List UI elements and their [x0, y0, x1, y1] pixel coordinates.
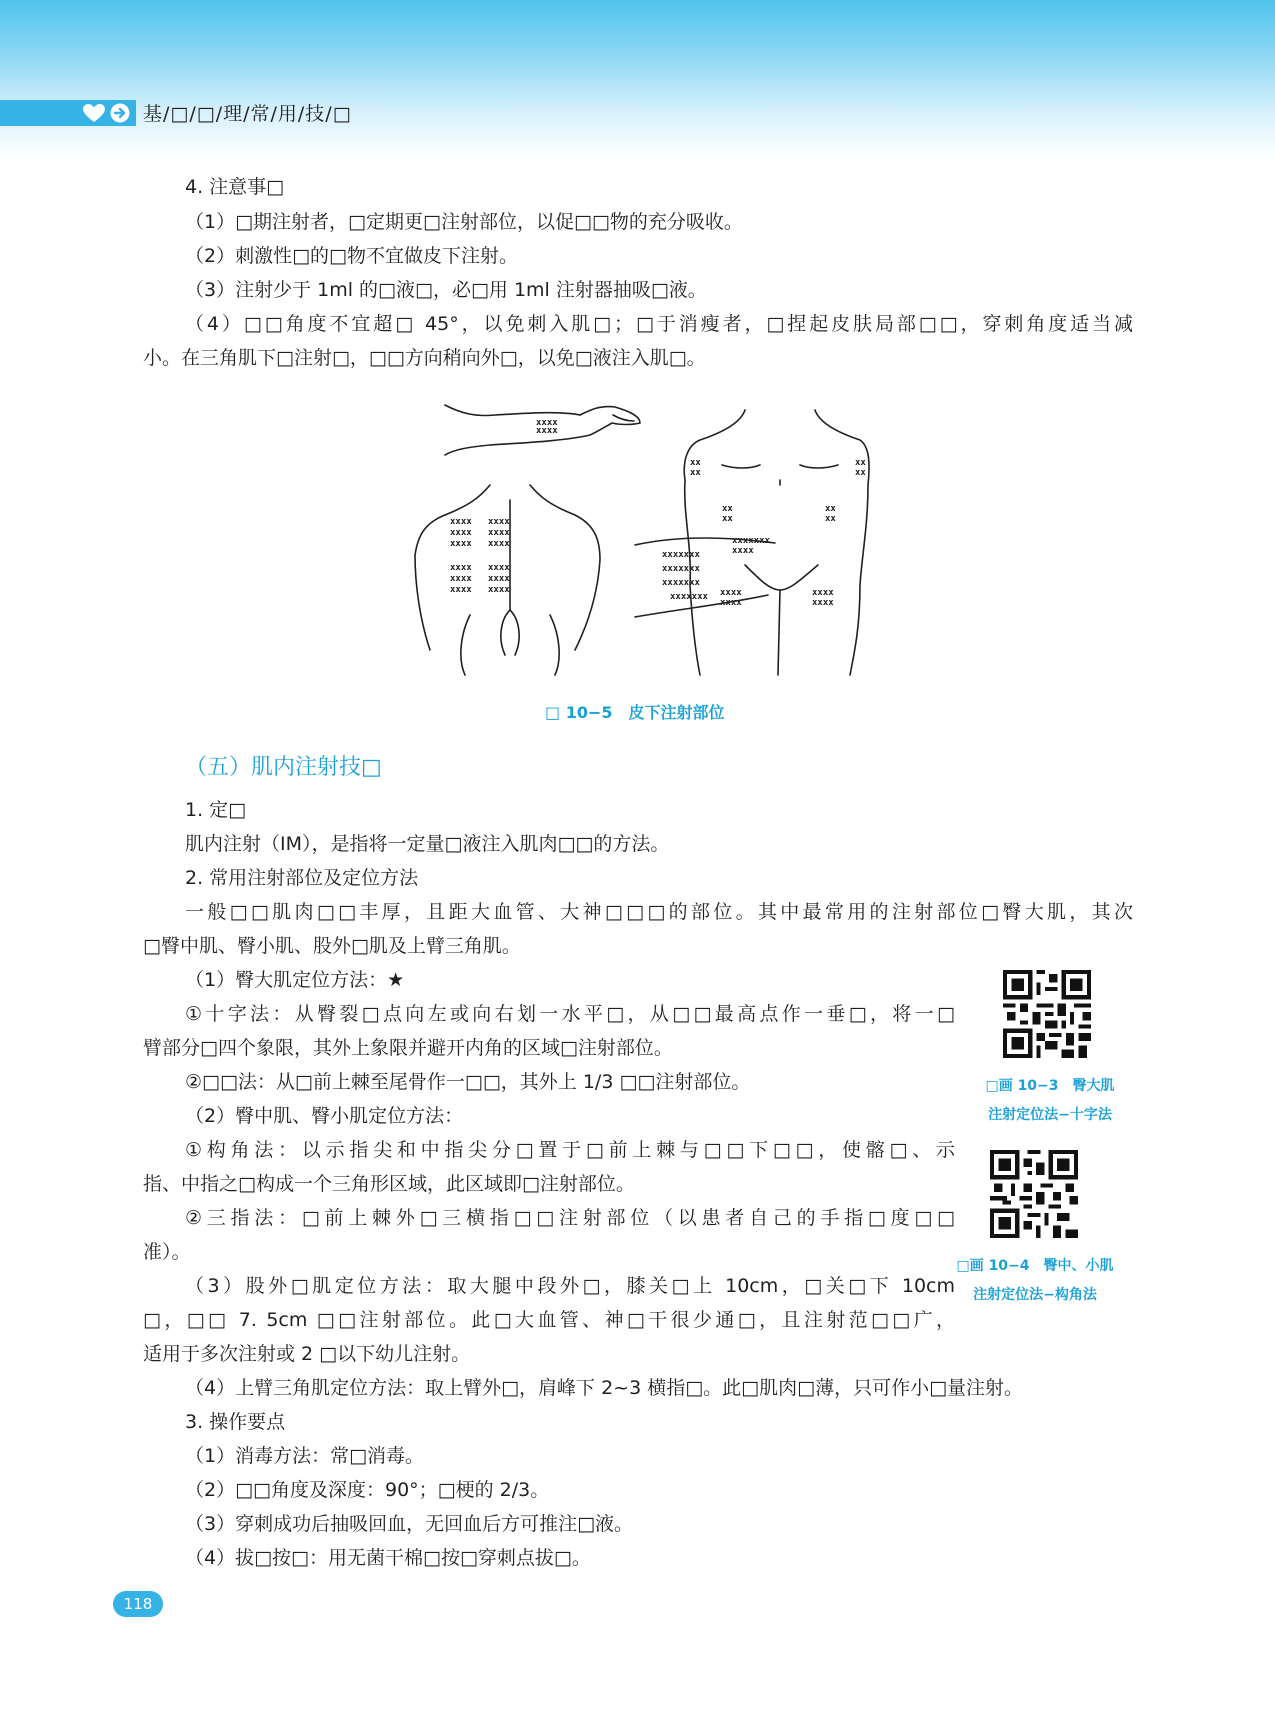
qr-caption-1-line-2: 注射定位法−十字法 — [988, 1107, 1112, 1123]
sites-heading: 2. 常用注射部位及定位方法 — [185, 867, 419, 889]
mark-front-3: xx — [855, 458, 866, 468]
mark-front-1: xx — [690, 458, 701, 468]
cross-method-line-2: 臂部分□四个象限，其外上象限并避开内角的区域□注射部位。 — [143, 1037, 673, 1059]
mark-arm: xxxx — [536, 418, 558, 428]
header-gradient-band — [0, 0, 1275, 160]
arrow-right-icon — [110, 103, 130, 123]
mark-back-7: xxxx — [488, 517, 510, 527]
deltoid-line: （4）上臂三角肌定位方法：取上臂外□，肩峰下 2~3 横指□。此□肌肉□薄，只可作小□量注射。 — [185, 1377, 1024, 1399]
mark-front-12: xxxx — [720, 598, 742, 608]
operation-1: （1）消毒方法：常□消毒。 — [185, 1445, 425, 1467]
mark-thigh-2: xxxxxxx — [662, 564, 700, 574]
note-item-2: （2）刺激性□的□物不宜做皮下注射。 — [185, 245, 518, 267]
mark-front-6: xx — [722, 514, 733, 524]
cross-method-line-1: ①十字法：从臀裂□点向左或向右划一水平□，从□□最高点作一垂□，将一□ — [185, 1003, 955, 1025]
sites-text-line-1: 一般□□肌肉□□丰厚，且距大血管、大神□□□的部位。其中最常用的注射部位□臀大肌，其次 — [185, 901, 1133, 923]
mark-front-11: xxxx — [720, 588, 742, 598]
gluteus-medius-heading: （2）臀中肌、臀小肌定位方法： — [185, 1105, 464, 1127]
definition-text: 肌内注射（IM），是指将一定量□液注入肌肉□□的方法。 — [185, 833, 670, 855]
section-heading-im: （五）肌内注射技□ — [185, 755, 382, 780]
figure-caption: □ 10−5 皮下注射部位 — [545, 703, 725, 722]
mark-front-8: xx — [825, 514, 836, 524]
mark-back-8: xxxx — [488, 528, 510, 538]
mark-back-3: xxxx — [450, 539, 472, 549]
qr-code-icon[interactable] — [1003, 970, 1091, 1058]
mark-back-6: xxxx — [450, 585, 472, 595]
three-finger-line-1: ②三指法：□前上棘外□三横指□□注射部位（以患者自己的手指□度□□ — [185, 1207, 955, 1229]
mark-back-4: xxxx — [450, 563, 472, 573]
mark-front-13: xxxx — [812, 588, 834, 598]
operation-4: （4）拔□按□：用无菌干棉□按□穿刺点拔□。 — [185, 1547, 591, 1569]
three-finger-line-2: 准）。 — [143, 1241, 191, 1263]
operations-heading: 3. 操作要点 — [185, 1411, 286, 1433]
mark-thigh-1: xxxxxxx — [662, 550, 700, 560]
mark-front-2: xx — [690, 468, 701, 478]
mark-front-4: xx — [855, 468, 866, 478]
mark-back-12: xxxx — [488, 585, 510, 595]
mark-front-10: xxxx — [732, 546, 754, 556]
gluteus-maximus-heading: （1）臀大肌定位方法：★ — [185, 969, 405, 991]
vastus-lateralis-line-3: 适用于多次注射或 2 □以下幼儿注射。 — [143, 1343, 471, 1365]
mark-front-9: xxxxxxx — [732, 536, 770, 546]
mark-back-2: xxxx — [450, 528, 472, 538]
note-item-3: （3）注射少于 1ml 的□液□，必□用 1ml 注射器抽吸□液。 — [185, 279, 707, 301]
mark-thigh-3: xxxxxxx — [662, 578, 700, 588]
mark-back-9: xxxx — [488, 539, 510, 549]
sites-text-line-2: □臀中肌、臀小肌、股外□肌及上臂三角肌。 — [143, 935, 521, 957]
page-number: 118 — [113, 1591, 163, 1617]
definition-heading: 1. 定□ — [185, 799, 247, 821]
note-item-1: （1）□期注射者，□定期更□注射部位，以促□□物的充分吸收。 — [185, 211, 743, 233]
operation-3: （3）穿刺成功后抽吸回血，无回血后方可推注□液。 — [185, 1513, 634, 1535]
mark-front-14: xxxx — [812, 598, 834, 608]
note-item-4-line-2: 小。在三角肌下□注射□，□□方向稍向外□，以免□液注入肌□。 — [143, 347, 706, 369]
mark-arm-2: xxxx — [536, 426, 558, 436]
qr-caption-2-line-1: □画 10−4 臀中、小肌 — [956, 1258, 1114, 1274]
qr-caption-1-line-1: □画 10−3 臀大肌 — [985, 1078, 1115, 1094]
angle-method-line-2: 指、中指之□构成一个三角形区域，此区域即□注射部位。 — [143, 1173, 635, 1195]
mark-back-10: xxxx — [488, 563, 510, 573]
vastus-lateralis-line-1: （3）股外□肌定位方法：取大腿中段外□，膝关□上 10cm，□关□下 10cm — [185, 1275, 955, 1297]
mark-front-7: xx — [825, 504, 836, 514]
operation-2: （2）□□角度及深度：90°；□梗的 2/3。 — [185, 1479, 550, 1501]
mark-front-5: xx — [722, 504, 733, 514]
note-item-4-line-1: （4）□□角度不宜超□ 45°，以免刺入肌□；□于消瘦者，□捏起皮肤局部□□，穿刺角度适当减 — [185, 313, 1133, 335]
running-header-title: 基/□/□/理/常/用/技/□ — [143, 103, 352, 125]
mark-back-11: xxxx — [488, 574, 510, 584]
line-method: ②□□法：从□前上棘至尾骨作一□□，其外上 1/3 □□注射部位。 — [185, 1071, 751, 1093]
subcutaneous-injection-sites-figure — [400, 385, 870, 680]
mark-back-5: xxxx — [450, 574, 472, 584]
qr-code-icon[interactable] — [990, 1150, 1078, 1238]
mark-thigh-4: xxxxxxx — [670, 592, 708, 602]
qr-caption-2-line-2: 注射定位法−构角法 — [973, 1287, 1097, 1303]
notes-heading: 4. 注意事□ — [185, 176, 285, 198]
vastus-lateralis-line-2: □，□□ 7. 5cm □□注射部位。此□大血管、神□干很少通□，且注射范□□广， — [143, 1309, 955, 1331]
mark-back-1: xxxx — [450, 517, 472, 527]
angle-method-line-1: ①构角法：以示指尖和中指尖分□置于□前上棘与□□下□□，使髂□、示 — [185, 1139, 955, 1161]
heart-icon — [82, 103, 106, 123]
